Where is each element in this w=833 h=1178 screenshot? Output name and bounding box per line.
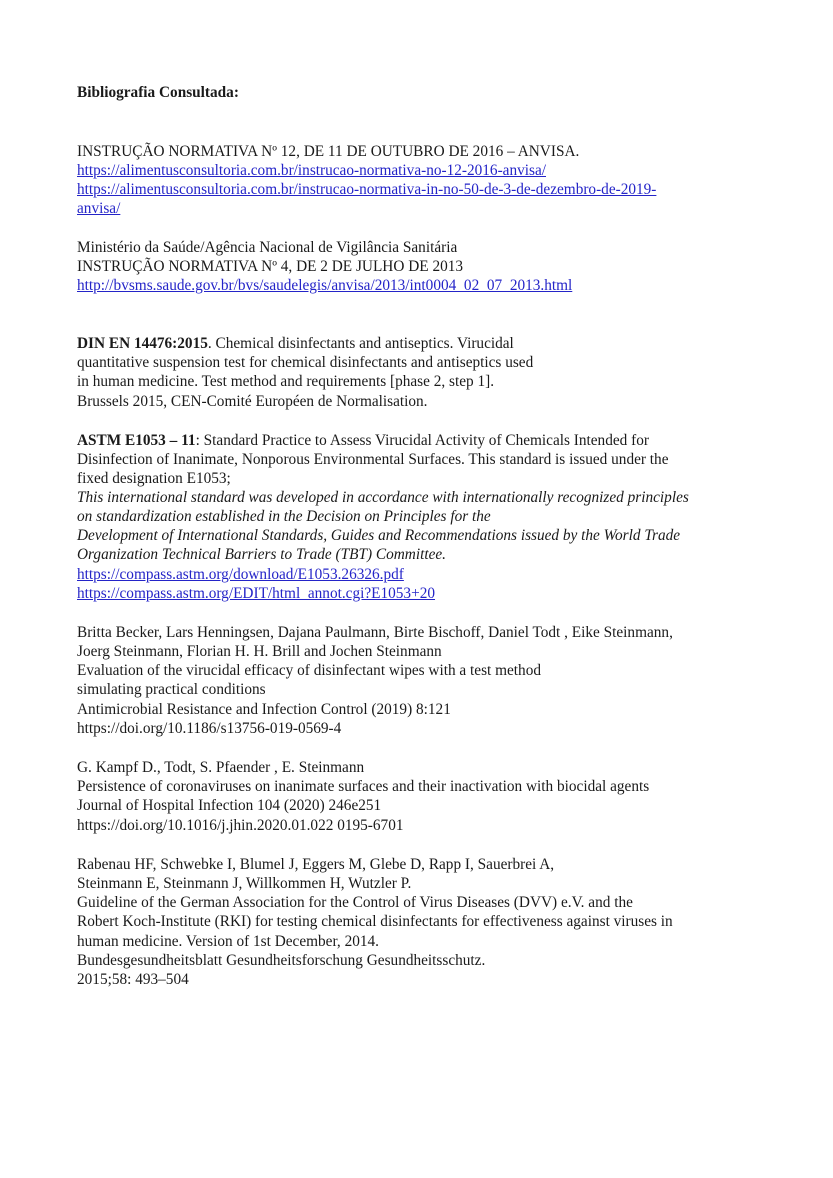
ref3-line-1-text: . Chemical disinfectants and antiseptics. Virucidal — [207, 335, 514, 352]
ref6-line-1: G. Kampf D., Todt, S. Pfaender , E. Steinmann — [77, 759, 365, 776]
ref6-line-2: Persistence of coronaviruses on inanimate surfaces and their inactivation with biocidal agents — [77, 778, 650, 795]
ref3-standard-id: DIN EN 14476:2015 — [77, 335, 208, 352]
ref4-italic-2: on standardization established in the Decision on Principles for the — [77, 508, 491, 525]
ref3-line-4: Brussels 2015, CEN-Comité Européen de Normalisation. — [77, 393, 428, 410]
ref6-line-3: Journal of Hospital Infection 104 (2020) 246e251 — [77, 797, 382, 814]
ref1-link-1[interactable]: https://alimentusconsultoria.com.br/instrucao-normativa-no-12-2016-anvisa/ — [77, 162, 546, 179]
ref7-line-4: Robert Koch-Institute (RKI) for testing chemical disinfectants for effectiveness against viruses in — [77, 913, 673, 930]
ref7-line-1: Rabenau HF, Schwebke I, Blumel J, Eggers M, Glebe D, Rapp I, Sauerbrei A, — [77, 856, 555, 873]
ref4-line-2: Disinfection of Inanimate, Nonporous Environmental Surfaces. This standard is issued under the — [77, 451, 669, 468]
ref4-link-1[interactable]: https://compass.astm.org/download/E1053.26326.pdf — [77, 566, 404, 583]
ref7-line-7: 2015;58: 493–504 — [77, 971, 189, 988]
ref4-line-1 — [77, 432, 649, 450]
ref3-line-3: in human medicine. Test method and requirements [phase 2, step 1]. — [77, 373, 495, 390]
ref7-line-2: Steinmann E, Steinmann J, Willkommen H, Wutzler P. — [77, 875, 412, 892]
page-heading: Bibliografia Consultada: — [77, 84, 239, 101]
ref6-line-4: https://doi.org/10.1016/j.jhin.2020.01.022 0195-6701 — [77, 817, 404, 834]
ref7-line-5: human medicine. Version of 1st December, 2014. — [77, 933, 379, 950]
ref4-standard-id: ASTM E1053 – 11 — [77, 432, 196, 449]
ref5-line-2: Joerg Steinmann, Florian H. H. Brill and Jochen Steinmann — [77, 643, 442, 660]
ref5-line-1: Britta Becker, Lars Henningsen, Dajana Paulmann, Birte Bischoff, Daniel Todt , Eike Steinmann, — [77, 624, 673, 641]
ref1-title: INSTRUÇÃO NORMATIVA Nº 12, DE 11 DE OUTUBRO DE 2016 – ANVISA. — [77, 143, 580, 160]
ref2-line-1: Ministério da Saúde/Agência Nacional de Vigilância Sanitária — [77, 239, 458, 256]
ref4-italic-1: This international standard was developed in accordance with internationally recognized principles — [77, 489, 689, 506]
ref4-line-3: fixed designation E1053; — [77, 470, 231, 487]
ref4-line-1-text: : Standard Practice to Assess Virucidal Activity of Chemicals Intended for — [195, 432, 649, 449]
ref5-line-4: simulating practical conditions — [77, 681, 266, 698]
ref1-link-2[interactable]: https://alimentusconsultoria.com.br/instrucao-normativa-in-no-50-de-3-de-dezembro-de-2019- — [77, 181, 657, 198]
ref7-line-3: Guideline of the German Association for the Control of Virus Diseases (DVV) e.V. and the — [77, 894, 633, 911]
ref2-link[interactable]: http://bvsms.saude.gov.br/bvs/saudelegis/anvisa/2013/int0004_02_07_2013.html — [77, 277, 573, 294]
ref4-link-2[interactable]: https://compass.astm.org/EDIT/html_annot.cgi?E1053+20 — [77, 585, 436, 602]
ref3-line-1 — [77, 335, 514, 353]
ref5-line-5: Antimicrobial Resistance and Infection Control (2019) 8:121 — [77, 701, 451, 718]
ref7-line-6: Bundesgesundheitsblatt Gesundheitsforschung Gesundheitsschutz. — [77, 952, 486, 969]
ref4-italic-3: Development of International Standards, Guides and Recommendations issued by the World Trade — [77, 527, 681, 544]
ref1-link-2-cont[interactable]: anvisa/ — [77, 200, 121, 217]
ref2-line-2: INSTRUÇÃO NORMATIVA Nº 4, DE 2 DE JULHO DE 2013 — [77, 258, 464, 275]
ref5-line-3: Evaluation of the virucidal efficacy of disinfectant wipes with a test method — [77, 662, 542, 679]
ref3-line-2: quantitative suspension test for chemical disinfectants and antiseptics used — [77, 354, 534, 371]
ref4-italic-4: Organization Technical Barriers to Trade (TBT) Committee. — [77, 546, 446, 563]
ref5-line-6: https://doi.org/10.1186/s13756-019-0569-4 — [77, 720, 342, 737]
